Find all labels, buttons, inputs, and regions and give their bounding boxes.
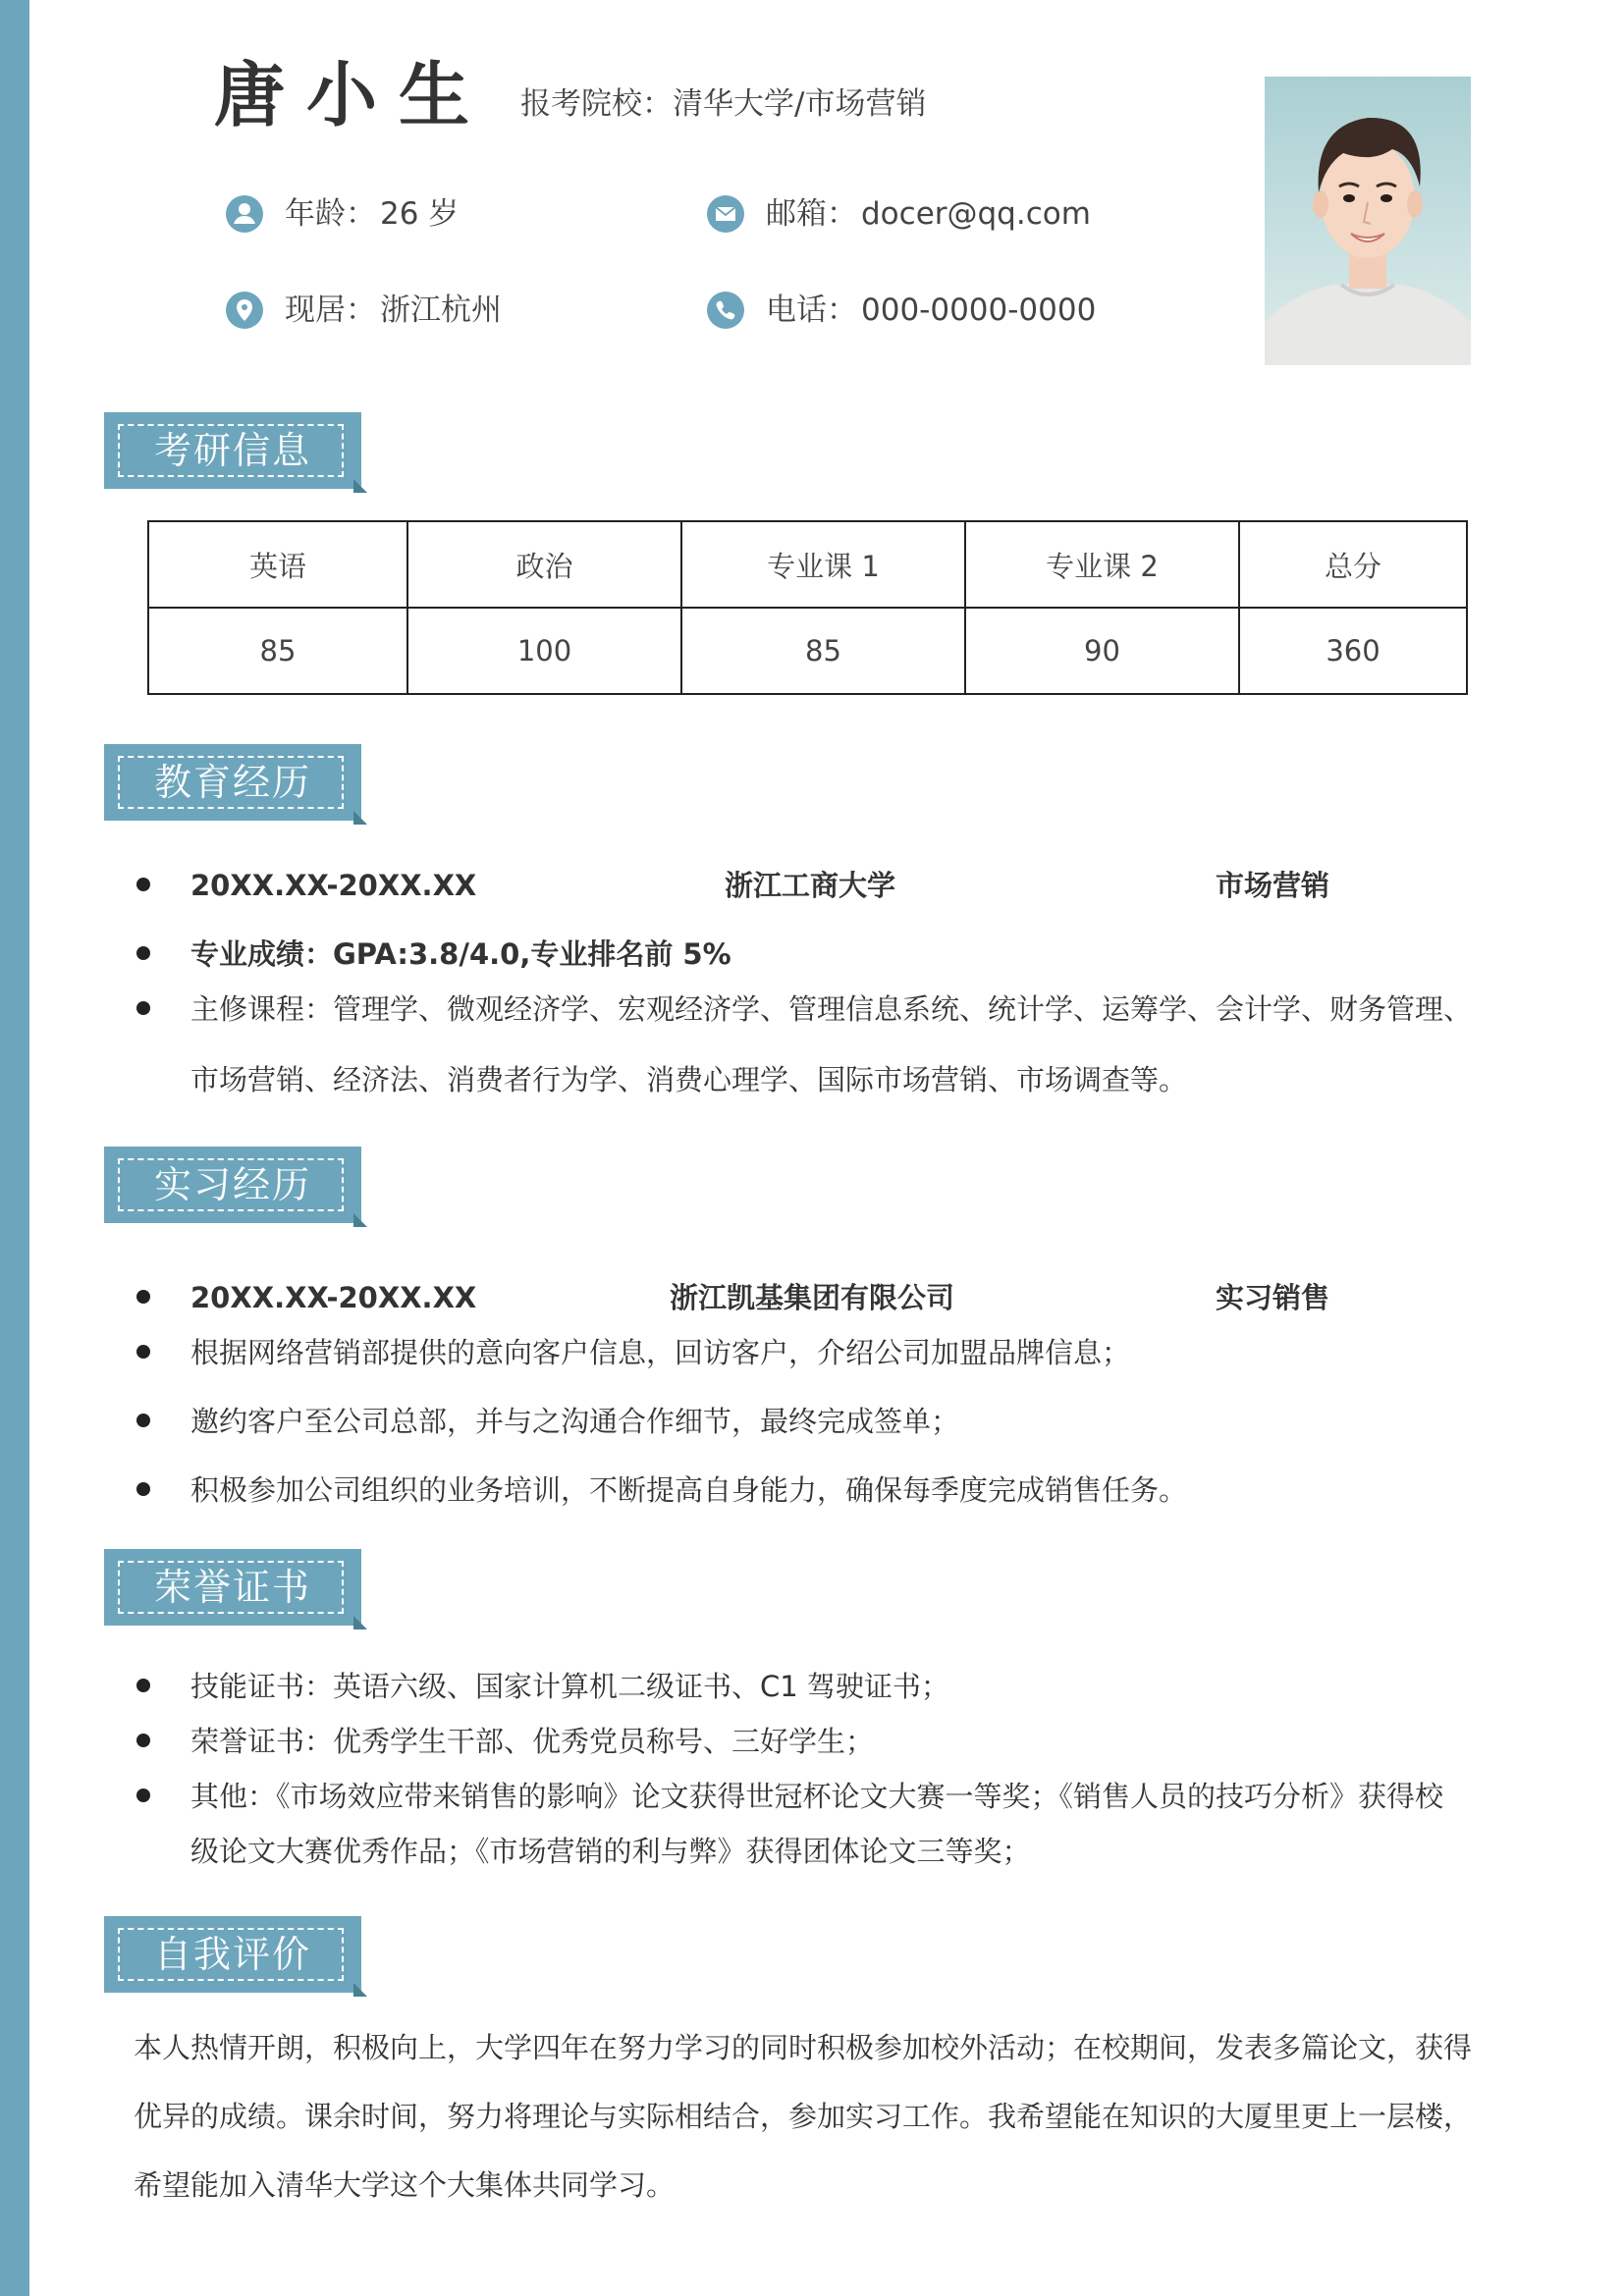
bullet-dot	[136, 946, 150, 960]
bullet-dot	[136, 1001, 150, 1015]
score-header-cell: 专业课 2	[965, 521, 1239, 608]
target-value: 清华大学/市场营销	[673, 86, 927, 122]
email-value[interactable]: docer@qq.com	[861, 196, 1091, 232]
location-pin-icon	[226, 292, 263, 329]
intern-date: 20XX.XX-20XX.XX	[190, 1281, 477, 1314]
self-eval-line3: 希望能加入清华大学这个大集体共同学习。	[134, 2168, 676, 2202]
score-value-cell: 85	[681, 608, 965, 694]
bullet-dot	[136, 878, 150, 891]
bullet-dot	[136, 1482, 150, 1496]
honor-awards: 荣誉证书：优秀学生干部、优秀党员称号、三好学生；	[190, 1725, 875, 1758]
section-header-self-eval	[104, 1916, 367, 1997]
score-header-cell: 政治	[407, 521, 681, 608]
self-eval-line2: 优异的成绩。课余时间，努力将理论与实际相结合，参加实习工作。我希望能在知识的大厦里更上一层楼，	[134, 2100, 1473, 2133]
section-header-exam	[104, 412, 367, 493]
location-label: 现居：	[285, 293, 376, 328]
score-value-cell: 360	[1239, 608, 1467, 694]
section-title-internship: 实习经历	[153, 1163, 311, 1206]
edu-major: 市场营销	[1216, 869, 1330, 902]
score-header-cell: 总分	[1239, 521, 1467, 608]
score-table	[147, 520, 1468, 695]
bullet-dot	[136, 1679, 150, 1692]
left-accent-bar	[0, 0, 29, 2296]
target-label: 报考院校：	[520, 86, 673, 122]
bullet-dot	[136, 1414, 150, 1427]
bullet-dot	[136, 1345, 150, 1359]
edu-gpa: 专业成绩：GPA:3.8/4.0,专业排名前 5%	[190, 937, 731, 971]
honor-skills: 技能证书：英语六级、国家计算机二级证书、C1 驾驶证书；	[190, 1670, 949, 1703]
bullet-dot	[136, 1290, 150, 1304]
score-value-cell: 90	[965, 608, 1239, 694]
section-header-internship	[104, 1147, 367, 1227]
mail-icon	[707, 195, 744, 233]
section-title-self-eval: 自我评价	[153, 1933, 311, 1976]
section-header-education	[104, 744, 367, 825]
age-label: 年龄：	[285, 196, 376, 232]
intern-role: 实习销售	[1216, 1281, 1330, 1314]
edu-school: 浙江工商大学	[725, 869, 896, 902]
profile-photo	[1265, 77, 1471, 365]
phone-icon	[707, 292, 744, 329]
score-value-cell: 85	[148, 608, 407, 694]
score-header-cell: 专业课 1	[681, 521, 965, 608]
edu-courses-line2: 市场营销、经济法、消费者行为学、消费心理学、国际市场营销、市场调查等。	[190, 1063, 1188, 1096]
phone-value: 000-0000-0000	[861, 293, 1097, 328]
bullet-dot	[136, 1734, 150, 1747]
section-header-honors	[104, 1549, 367, 1629]
phone-label: 电话：	[766, 293, 857, 328]
bullet-dot	[136, 1789, 150, 1802]
intern-item: 邀约客户至公司总部，并与之沟通合作细节，最终完成签单；	[190, 1405, 960, 1438]
score-value-cell: 100	[407, 608, 681, 694]
user-icon	[226, 195, 263, 233]
email-label: 邮箱：	[766, 196, 857, 232]
age-info	[226, 194, 459, 234]
intern-company: 浙江凯基集团有限公司	[670, 1281, 955, 1314]
section-title-education: 教育经历	[153, 761, 311, 804]
self-eval-line1: 本人热情开朗，积极向上，大学四年在努力学习的同时积极参加校外活动；在校期间，发表多篇论文，获得	[134, 2031, 1473, 2064]
edu-date: 20XX.XX-20XX.XX	[190, 869, 477, 902]
edu-courses-line1: 主修课程：管理学、微观经济学、宏观经济学、管理信息系统、统计学、运筹学、会计学、财务管理、	[190, 992, 1473, 1026]
honor-other-line2: 级论文大赛优秀作品；《市场营销的利与弊》获得团体论文三等奖；	[190, 1835, 1031, 1868]
intern-item: 积极参加公司组织的业务培训，不断提高自身能力，确保每季度完成销售任务。	[190, 1473, 1188, 1507]
location-value: 浙江杭州	[380, 293, 502, 328]
score-header-row	[148, 521, 1467, 608]
target-school	[520, 84, 926, 124]
email-info	[707, 194, 1091, 234]
score-header-cell: 英语	[148, 521, 407, 608]
phone-info	[707, 291, 1096, 330]
candidate-name: 唐小生	[214, 54, 492, 136]
section-title-exam: 考研信息	[153, 429, 311, 472]
score-value-row	[148, 608, 1467, 694]
honor-other-line1: 其他：《市场效应带来销售的影响》论文获得世冠杯论文大赛一等奖；《销售人员的技巧分析》获得校	[190, 1780, 1444, 1813]
intern-item: 根据网络营销部提供的意向客户信息，回访客户，介绍公司加盟品牌信息；	[190, 1336, 1131, 1369]
section-title-honors: 荣誉证书	[153, 1566, 311, 1609]
age-value: 26 岁	[380, 196, 460, 232]
location-info	[226, 291, 502, 330]
